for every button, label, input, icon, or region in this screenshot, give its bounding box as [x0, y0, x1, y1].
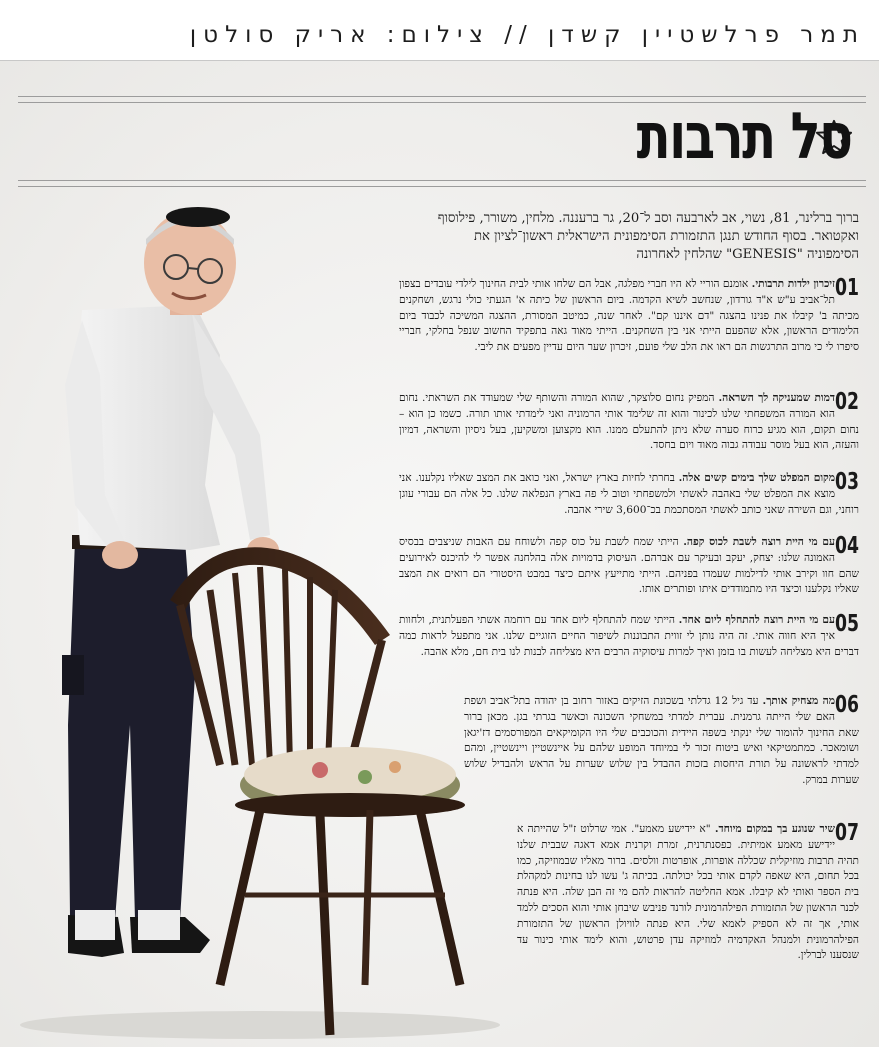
section-number: 05	[834, 611, 859, 637]
section-answer: הייתי שמח לשבת על כוס קפה ולשוחח עם האבות שניצבים בבסיס האמונה שלנו: יצחק, יעקב ובעיקר עם אברהם. העיסוק בדמויות אלה בהלחנה אפשר לי להיכנס לאירועים שהם חוו וקירב אותי לדילמות שעמדו בפניהם. הייתי מתייעץ איתם כיצד במבט היסטורי הם רואים את המצב שאליו נקלענו וכיצד היו מתמודדים איתו ופותרים אותו.	[399, 536, 859, 596]
section-question: מקום המפלט שלך בימים קשים אלה.	[678, 472, 836, 484]
section-answer: "א יידישע מאמע". אמי שרלוט ז"ל שהייתה א יידישע מאמע אמיתית. כפסנתרנית, זמרת וקרנית אמא דאגה שבבית שלנו תהיה תרבות מוזיקלית שכללה אופרות, אופרטות וולסים. ברור מאליו שבמוזיקה, כמו בכל תחום, היא שאפה לקדם אותי בכל יכולתה. בכיתה ג' עשו לנו בחינות למקהלת בית הספר ואותי לא קיבלו. אמא החליטה להראות להם מי זה הבן שלה. היא פנתה לכנר הראשון של התזמורת הפילהרמונית לורנד פניבש שיבחן אותי והוא הסכים ללמד אותי, אך זה לא הספיק לאמא שלי. היא פנתה לוויולן הראשון של התזמורת הפילהרמונית ולמנהל האקדמיה למוזיקה עדן פרטוש, והוא לימד אותי כינור עד שנסענו לברלין.	[517, 823, 859, 962]
section-answer: בחרתי לחיות בארץ ישראל, ואני כואב את המצב שאליו נקלענו. אני מוצא את המפלט שלי באהבה לאשתי ולמשפחתי וטוב לי פה בארץ הנפלאה שלנו. כל אלה הם עבורי עוגן רוחני, וגם השירה שאני כותב לאשתי המסתכמת בכ־3,600 שירי אהבה.	[399, 472, 859, 516]
section-question: שיר שנוגע בך במקום מיוחד.	[714, 823, 835, 835]
section-number: 04	[834, 533, 859, 559]
qa-section-01	[399, 277, 859, 356]
title-divider-bottom	[18, 180, 866, 187]
qa-section-05	[399, 613, 859, 660]
section-header	[576, 100, 853, 174]
qa-section-02	[399, 391, 859, 454]
section-answer: עד גיל 12 גדלתי בשכונת הזיקים באזור רחוב בן יהודה בתל־אביב ושפת האם שלי הייתה גרמנית. עברית למדתי במשחקי השכונה וכאשר בגרתי בגן. מכאן ברור שאת החינוך להומור שלי ינקתי בשפה היידית והכוכבים שלי היו הקומיקאים המפורסמים דז'יגאן ושומאכר. כמתמטיקאי ואיש ביטוח זכור לי במיוחד המופע שלהם על איינשטיין ויינשטיין, ומהם למדתי לראשונה על תורת היחסות בזכות ההבדל בין שלוש שערות על הראש ולהבדיל שלוש שערות במרק.	[464, 695, 859, 786]
qa-section-06	[464, 694, 859, 789]
section-question: מה מצחיק אותך.	[762, 695, 835, 707]
section-number: 03	[834, 469, 859, 495]
qa-section-04	[399, 535, 859, 598]
intro-paragraph: ברוך ברלינר, 81, נשוי, אב לארבעה וסב ל־20, גר ברעננה. מלחין, משורר, פילוסוף ואקטואר. בסוף החודש תנגן התזמורת הסימפונית הישראלית ראשון־לציון את הסימפוניה "GENESIS" שהלחין לאחרונה	[437, 211, 859, 262]
qa-section-07	[517, 822, 859, 964]
section-question: זיכרון ילדות תרבותי.	[751, 278, 835, 290]
section-question: עם מי היית רוצה להתחלף ליום אחד.	[678, 614, 835, 626]
section-question: דמות שמעניקה לך השראה.	[718, 392, 835, 404]
page-title: סל תרבות	[636, 100, 851, 174]
section-answer: הייתי שמח להתחלף ליום אחד עם רוחמה אשתי הפעלתנית, ולחוות איך היא חווה אותי. זה היה נותן לי זווית התבוננות לשיפור החיים הזוגיים שלנו. אני מתפעל לראות כמה דברים היא מצליחה לעשות בו בזמן ואיך למרות עיסוקיה הרבים היא מצליחה לבנות לנו בית חם, מלא אהבה.	[399, 614, 859, 658]
qa-section-03	[399, 471, 859, 518]
byline: תמר פרלשטיין קשדן // צילום: אריק סולטן	[189, 22, 865, 48]
section-answer: אומנם הוריי לא היו חברי מפלגה, אבל הם שלחו אותי לבית החינוך לילדי עובדים בצפון תל־אביב ע"ש א"ד גורדון, שנחשב לשיא הקדמה. ביום הראשון של כיתה א' הגעתי כולי נרגש, ושחקנים מכיתה ב' קיבלו את פנינו בהצגה "דם איננו קם". לאחר שנה, כמיטב המסורת, ההצגה המשיכה לכבוד ביום הלימודים הראשון, אלא שהפעם הייתי אני בין השחקנים. הייתי מאוד גאה בתפקיד החשוב שנפל בחלקי, חבריי סיפרו לי כי מרוב התרגשות הם ראו את הלב שלי פועם, זיכרון שער היום עדיין מפעים את ליבי.	[399, 278, 859, 354]
section-number: 01	[834, 275, 859, 301]
credit-bar	[0, 0, 879, 60]
section-number: 02	[834, 389, 859, 415]
section-number: 06	[834, 692, 859, 718]
section-answer: המפיק נחום סלוצקר, שהוא המורה והשותף שלי שמעודד את השראתי. נחום הוא המורה המשפחתי שלנו לכינור והוא זה שלימד אותי הרמוניה ואני לימדתי אותו תורה. כשמו כן הוא – נחום תקום, הוא מגיע כרוח סערה שלא ניתן להתעלם ממנו. הוא מקצוען ומשקיען, בעל ניסיון והשראה, דמיון והעזה, הוא בעל מוסר עבודה גבוה מאוד ויום בחסד.	[399, 392, 859, 452]
section-number: 07	[834, 820, 859, 846]
section-question: עם מי היית רוצה לשבת לכוס קפה.	[683, 536, 835, 548]
top-divider	[0, 60, 879, 61]
